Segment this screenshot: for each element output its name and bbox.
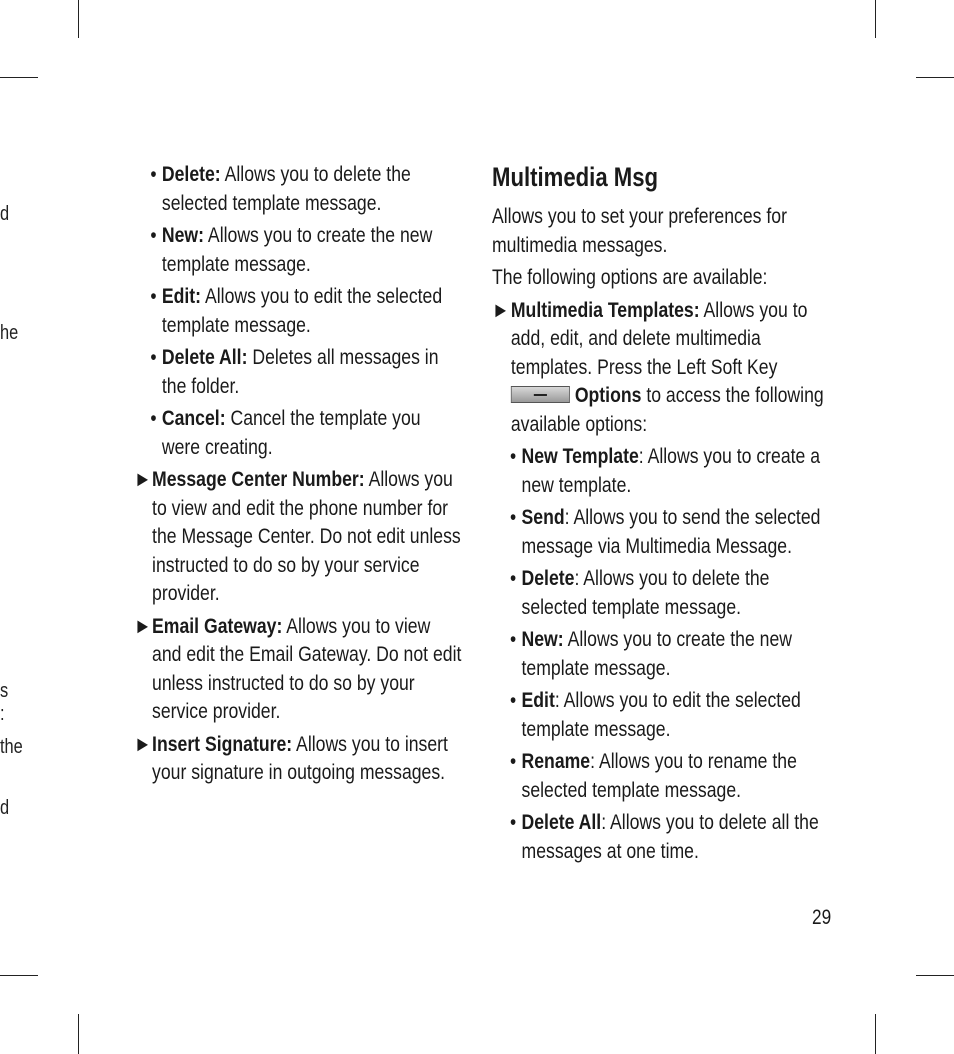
item-term: Delete: [161, 162, 221, 186]
item-term: Multimedia Templates: [510, 297, 700, 322]
crop-mark [875, 1014, 876, 1054]
bullet-marker: • [510, 444, 517, 468]
edge-fragment: s [0, 680, 9, 702]
item-description: Allows you to view and edit the Email Gateway. Do not edit unless instructed to do so by your service provider. [152, 613, 462, 723]
bullet-marker: • [510, 566, 517, 590]
bullet-marker: • [510, 749, 517, 773]
right-column [492, 160, 836, 869]
bullet-item-delete-all [134, 343, 462, 400]
arrow-marker-icon: ► [134, 731, 152, 756]
left-column [134, 160, 462, 791]
edge-fragment: d [0, 797, 10, 819]
arrow-marker-icon: ► [134, 467, 152, 491]
item-description: Allows you to delete the selected template message. [161, 162, 411, 215]
item-description: : Allows you to create a new template. [521, 444, 821, 497]
bullet-item-new-template [492, 442, 836, 499]
crop-mark [875, 0, 876, 38]
options-label: Options [574, 383, 642, 407]
arrow-marker-icon: ► [134, 613, 152, 638]
bullet-item-send [492, 503, 836, 560]
arrow-item-insert-signature [134, 730, 462, 787]
section-intro: Allows you to set your preferences for multimedia messages. [492, 204, 787, 257]
item-description: : Allows you to delete the selected template message. [521, 566, 770, 619]
bullet-marker: • [510, 810, 517, 834]
item-term: Edit: [161, 284, 202, 308]
bullet-item-delete [134, 160, 462, 217]
item-description: : Allows you to rename the selected template message. [521, 749, 797, 802]
bullet-marker: • [150, 284, 157, 308]
bullet-marker: • [510, 627, 517, 651]
bullet-marker: • [150, 406, 157, 430]
edge-fragment: the [0, 736, 23, 758]
page-number: 29 [812, 906, 832, 929]
item-description: Allows you to view and edit the phone number for the Message Center. Do not edit unless instructed to do so by your service provider. [152, 467, 461, 605]
item-description: to access the following available options: [510, 383, 824, 436]
edge-fragment: he [0, 322, 19, 344]
item-term: Delete All [521, 810, 602, 834]
bullet-marker: • [510, 505, 517, 529]
item-term: Insert Signature: [152, 731, 293, 756]
edge-fragment: : [0, 703, 5, 725]
crop-mark [78, 1014, 79, 1054]
item-description: Allows you to edit the selected template message. [161, 284, 443, 337]
item-term: Delete [521, 566, 575, 590]
crop-mark [916, 975, 954, 976]
item-description: : Allows you to send the selected message via Multimedia Message. [521, 505, 821, 558]
bullet-marker: • [150, 345, 157, 369]
bullet-item-edit [134, 282, 462, 339]
item-term: Rename [521, 749, 591, 773]
bullet-marker: • [150, 162, 157, 186]
item-term: New Template [521, 444, 639, 468]
crop-mark [78, 0, 79, 38]
bullet-marker: • [510, 688, 517, 712]
item-term: Edit [521, 688, 555, 712]
bullet-item-new [492, 625, 836, 682]
item-description: Deletes all messages in the folder. [161, 345, 439, 398]
item-description: Allows you to create the new template message. [161, 223, 433, 276]
bullet-item-edit [492, 686, 836, 743]
edge-fragment: d [0, 203, 10, 225]
item-description: : Allows you to edit the selected template message. [521, 688, 801, 741]
arrow-item-email-gateway [134, 612, 462, 726]
left-soft-key-icon [511, 386, 570, 403]
item-term: Message Center Number: [152, 467, 365, 491]
bullet-item-delete [492, 564, 836, 621]
item-term: Cancel: [161, 406, 226, 430]
crop-mark [916, 77, 954, 78]
bullet-item-delete-all [492, 808, 836, 865]
item-description: Allows you to create the new template message. [521, 627, 792, 680]
item-description: Allows you to insert your signature in outgoing messages. [152, 731, 448, 784]
item-term: Send [521, 505, 565, 529]
options-intro: The following options are available: [492, 265, 768, 289]
item-description: : Allows you to delete all the messages at one time. [521, 810, 819, 863]
bullet-item-cancel [134, 404, 462, 461]
item-term: New: [521, 627, 564, 651]
item-term: New: [161, 223, 205, 247]
item-term: Delete All: [161, 345, 248, 369]
item-description: Cancel the template you were creating. [161, 406, 421, 459]
bullet-marker: • [150, 223, 157, 247]
arrow-item-multimedia-templates [492, 296, 836, 439]
arrow-marker-icon: ► [492, 297, 510, 322]
arrow-item-message-center-number [134, 465, 462, 608]
item-description: Allows you to add, edit, and delete multimedia templates. Press the Left Soft Key [510, 297, 808, 379]
section-heading: Multimedia Msg [492, 162, 659, 192]
bullet-item-rename [492, 747, 836, 804]
crop-mark [0, 975, 38, 976]
crop-mark [0, 77, 38, 78]
bullet-item-new [134, 221, 462, 278]
item-term: Email Gateway: [152, 613, 283, 638]
